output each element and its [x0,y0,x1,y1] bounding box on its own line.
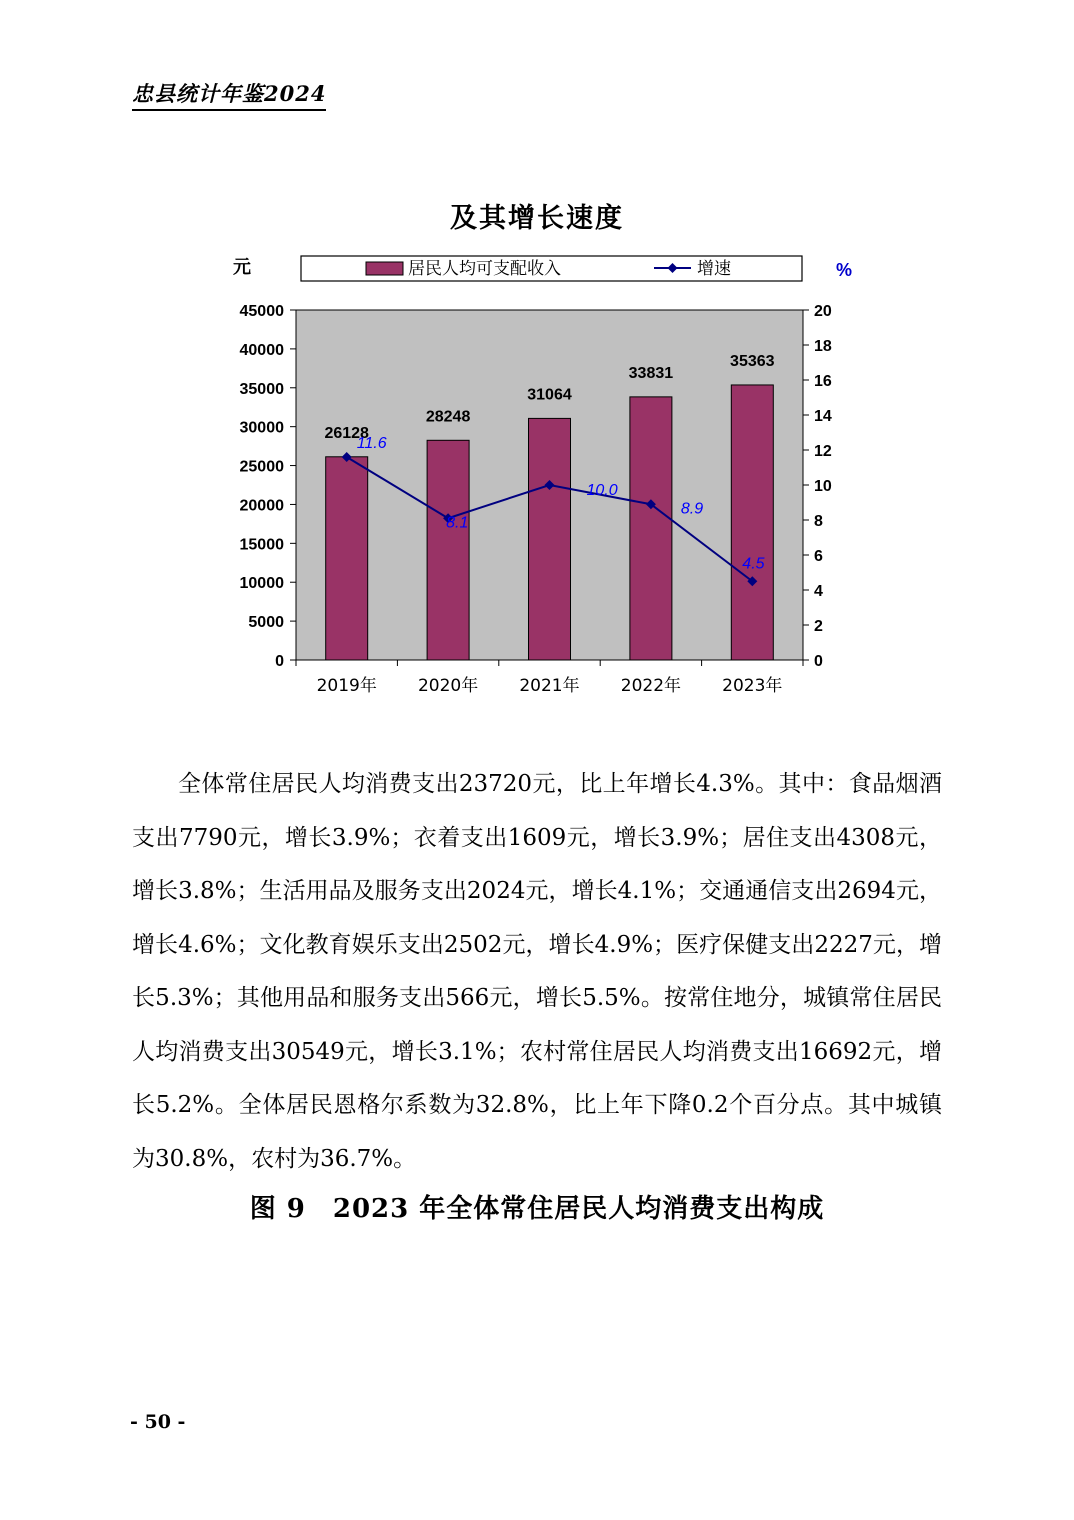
income-bar [427,440,469,660]
legend-bar-swatch [366,262,403,275]
legend [301,256,802,281]
chart-title: 及其增长速度 [450,203,624,234]
income-bar [630,397,672,660]
left-tick-label: 20000 [239,497,284,515]
left-tick-label: 40000 [239,341,284,359]
right-tick-label: 8 [814,513,823,530]
x-tick-label: 2021年 [519,676,580,696]
left-tick-label: 15000 [239,536,284,554]
growth-value-label: 8.1 [446,514,469,532]
right-tick-label: 16 [814,373,832,390]
left-unit-label: 元 [233,257,251,278]
right-tick-label: 18 [814,338,832,355]
yearbook-header: 忠县统计年鉴2024 [132,78,326,111]
left-tick-label: 25000 [239,458,284,476]
right-axis [803,303,832,670]
right-tick-label: 14 [814,408,832,425]
right-unit-label: % [836,260,853,280]
right-tick-label: 2 [814,618,823,635]
growth-value-label: 8.9 [680,500,704,518]
legend-line-label: 增速 [697,259,731,279]
right-tick-label: 6 [814,548,823,565]
growth-value-label: 11.6 [356,435,387,452]
figure-caption: 图 9 2023 年全体常住居民人均消费支出构成 [249,1194,825,1224]
income-bar [326,457,368,660]
page-number: - 50 - [130,1411,186,1433]
left-tick-label: 35000 [239,380,284,398]
left-tick-label: 10000 [239,575,284,593]
x-tick-label: 2022年 [620,676,682,696]
growth-value-label: 4.5 [742,555,765,573]
income-bar [529,418,571,660]
legend-bar-label: 居民人均可支配收入 [408,259,561,279]
growth-value-label: 10.0 [586,482,618,499]
left-axis [240,303,297,670]
right-tick-label: 0 [814,653,823,670]
right-tick-label: 12 [814,443,832,460]
bar-value-label: 35363 [730,352,775,370]
x-axis [296,660,803,696]
right-tick-label: 20 [814,303,832,320]
bar-value-label: 31064 [527,386,572,404]
body-paragraph: 全体常住居民人均消费支出23720元，比上年增长4.3%。其中：食品烟酒支出7790元，增长3.9%；衣着支出1609元，增长3.9%；居住支出4308元，增长3.8%；生活用品及服务支出2024元，增长4.1%；交通通信支出2694元，增长4.6%；文化教育娱乐支出2502元，增长4.9%；医疗保健支出2227元，增长5.3%；其他用品和服务支出566元，增长5.5%。按常住地分，城镇常住居民人均消费支出30549元，增长3.1%；农村常住居民人均消费支出16692元，增长5.2%。全体居民恩格尔系数为32.8%，比上年下降0.2个百分点。其中城镇为30.8%，农村为36.7%。 [132,771,942,1172]
bar-value-label: 33831 [628,364,674,382]
left-tick-label: 45000 [239,303,284,320]
x-tick-label: 2023年 [722,676,783,696]
right-tick-label: 10 [814,478,832,495]
income-chart [0,240,1074,710]
bar-value-label: 26128 [324,424,369,442]
bar-value-label: 28248 [425,408,471,426]
right-tick-label: 4 [814,583,823,600]
income-bar [731,385,773,660]
left-tick-label: 0 [275,653,284,670]
x-tick-label: 2019年 [316,676,377,696]
x-tick-label: 2020年 [417,676,479,696]
left-tick-label: 5000 [248,614,284,632]
left-tick-label: 30000 [239,419,284,437]
